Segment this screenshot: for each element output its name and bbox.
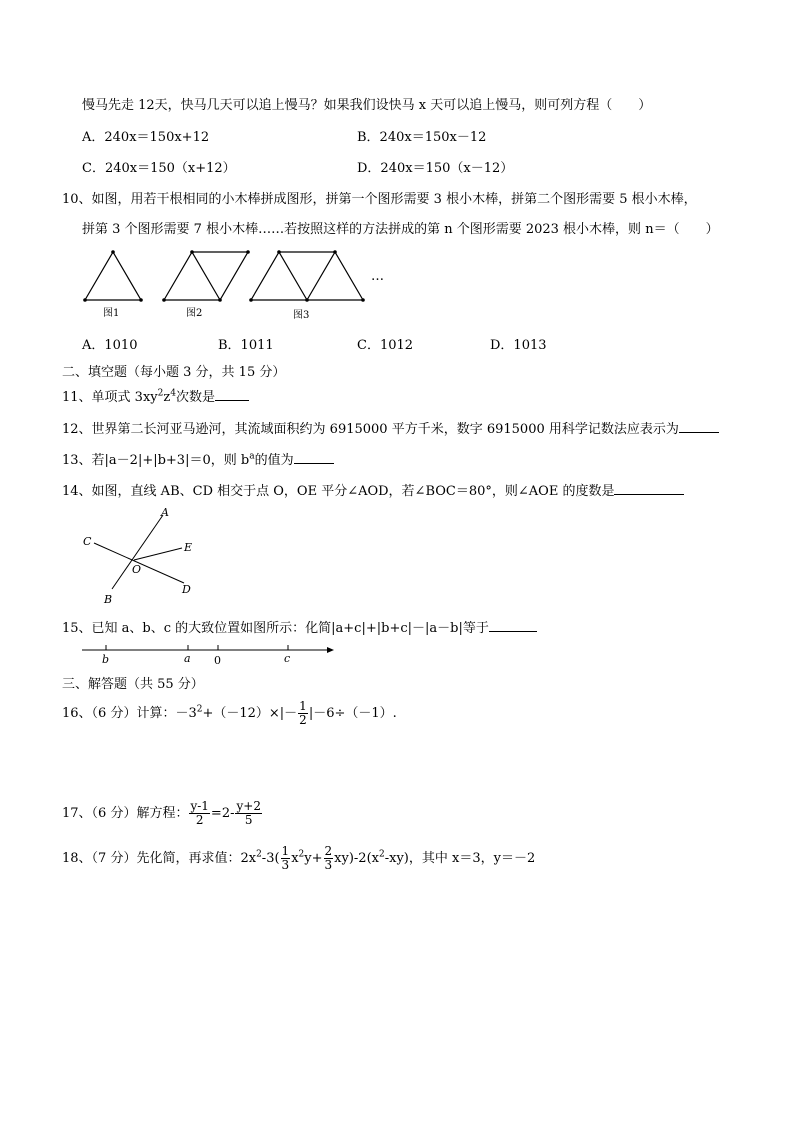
q10-line2: 拼第 3 个图形需要 7 根小木棒……若按照这样的方法拼成的第 n 个图形需要 2023 根小木棒，则 n＝（ ） bbox=[82, 222, 719, 237]
label-c: C bbox=[83, 535, 92, 548]
fig3-shape bbox=[251, 252, 363, 300]
q15 bbox=[62, 617, 537, 636]
axis-a: a bbox=[184, 652, 191, 665]
axis-b: b bbox=[102, 653, 110, 666]
q10-option-b: B．1011 bbox=[218, 338, 274, 353]
q16-frac-den: 2 bbox=[299, 713, 307, 727]
fig1-triangle bbox=[85, 252, 141, 300]
q18-frac2-den: 3 bbox=[324, 858, 333, 872]
q18-expr-c: x bbox=[291, 851, 299, 866]
q16-sup: 2 bbox=[196, 704, 203, 715]
q17-frac2-num: y+2 bbox=[236, 799, 261, 813]
axis-c: c bbox=[284, 652, 291, 665]
q18-frac1-num: 1 bbox=[281, 844, 290, 858]
q9-option-c: C．240x＝150（x+12） bbox=[82, 161, 236, 176]
q18-condition: ，其中 x＝3，y＝－2 bbox=[408, 851, 536, 866]
q18-fraction1 bbox=[281, 845, 291, 872]
q10-line1: 10、如图，用若干根相同的小木棒拼成图形，拼第一个图形需要 3 根小木棒，拼第二个图形需要 5 根小木棒， bbox=[62, 192, 697, 207]
q12-blank[interactable] bbox=[679, 420, 719, 433]
label-a: A bbox=[161, 506, 169, 519]
q18-prefix: 18、（7 分）先化简，再求值： bbox=[62, 851, 241, 866]
q16-mid: +（－12）×|－ bbox=[202, 706, 298, 721]
q18-expr-f: -xy) bbox=[384, 851, 409, 866]
q18-expr-d: y+ bbox=[304, 851, 323, 866]
q17-frac1-den: 2 bbox=[195, 813, 204, 827]
q18-expr-a: 2x bbox=[240, 851, 257, 866]
label-d: D bbox=[182, 583, 191, 596]
q18 bbox=[62, 845, 535, 872]
q14-text: 14、如图，直线 AB、CD 相交于点 O，OE 平分∠AOD，若∠BOC＝80°，则∠AOE 的度数是 bbox=[62, 484, 615, 499]
q16-frac-num: 1 bbox=[299, 699, 307, 713]
fig2-label: 图2 bbox=[186, 308, 203, 319]
q9-stem: 慢马先走 12天，快马几天可以追上慢马？如果我们设快马 x 天可以追上慢马，则可列方程（ ） bbox=[82, 98, 652, 113]
q9-option-a: A．240x＝150x+12 bbox=[82, 130, 210, 145]
fig1-label: 图1 bbox=[103, 308, 120, 319]
q18-sup-a: 2 bbox=[256, 849, 262, 860]
q16-suffix: |－6÷（－1）. bbox=[308, 706, 397, 721]
q12-text: 12、世界第二长河亚马逊河，其流域面积约为 6915000 平方千米，数字 6915000 用科学记数法应表示为 bbox=[62, 422, 679, 437]
q17-prefix: 17、（6 分）解方程： bbox=[62, 806, 189, 821]
fig3-label: 图3 bbox=[293, 310, 310, 321]
q14-blank[interactable] bbox=[614, 482, 684, 495]
section3-title: 三、解答题（共 55 分） bbox=[62, 677, 204, 692]
q12 bbox=[62, 418, 719, 437]
section2-title: 二、填空题（每小题 3 分，共 15 分） bbox=[62, 365, 286, 380]
q11-sup2: 4 bbox=[170, 388, 176, 399]
q11-mid: z bbox=[163, 390, 171, 405]
label-b: B bbox=[104, 593, 113, 606]
q10-option-d: D．1013 bbox=[490, 338, 547, 353]
q18-sup-c: 2 bbox=[298, 849, 305, 860]
q10-figure bbox=[75, 246, 395, 326]
q11-blank[interactable] bbox=[215, 388, 249, 401]
q18-frac1-den: 3 bbox=[281, 858, 290, 872]
q11-text-after: 次数是 bbox=[175, 390, 215, 405]
q17-fraction1 bbox=[189, 800, 209, 827]
q17-frac2-den: 5 bbox=[244, 813, 253, 827]
q18-expr-b: -3( bbox=[261, 851, 280, 866]
label-e: E bbox=[184, 541, 193, 554]
q11-sup1: 2 bbox=[157, 388, 164, 399]
q18-frac2-num: 2 bbox=[324, 844, 333, 858]
q15-number-line bbox=[78, 640, 340, 668]
q9-option-b: B．240x＝150x－12 bbox=[357, 130, 487, 145]
q13-sup: a bbox=[249, 451, 255, 462]
q18-sup-e: 2 bbox=[378, 849, 385, 860]
q16 bbox=[62, 700, 397, 727]
q10-option-a: A．1010 bbox=[82, 338, 138, 353]
q18-fraction2 bbox=[324, 845, 334, 872]
q13-text-before: 13、若|a－2|+|b+3|＝0，则 b bbox=[62, 453, 250, 468]
axis-zero: 0 bbox=[214, 654, 221, 667]
q13-blank[interactable] bbox=[294, 451, 334, 464]
q11-text-before: 11、单项式 3xy bbox=[62, 390, 158, 405]
label-o: O bbox=[132, 563, 142, 576]
q17-mid: =2- bbox=[210, 806, 235, 821]
q17-frac1-num: y-1 bbox=[190, 799, 209, 813]
q18-expr-e: xy)-2(x bbox=[334, 851, 379, 866]
fig-ellipsis: … bbox=[371, 269, 384, 284]
q11 bbox=[62, 386, 249, 405]
q17-fraction2 bbox=[235, 800, 261, 827]
q15-text: 15、已知 a、b、c 的大致位置如图所示：化简|a+c|+|b+c|－|a－b|等于 bbox=[62, 621, 489, 636]
q16-prefix: 16、（6 分）计算：－3 bbox=[62, 706, 197, 721]
q17 bbox=[62, 800, 263, 827]
q16-fraction bbox=[298, 700, 308, 727]
q13 bbox=[62, 449, 334, 468]
q14-figure bbox=[78, 503, 208, 607]
q14 bbox=[62, 480, 684, 499]
q9-option-d: D．240x＝150（x－12） bbox=[357, 161, 514, 176]
line-ab bbox=[112, 515, 163, 589]
q13-text-after: 的值为 bbox=[254, 453, 294, 468]
q15-blank[interactable] bbox=[489, 619, 537, 632]
ray-oe bbox=[134, 548, 182, 560]
q10-option-c: C．1012 bbox=[357, 338, 414, 353]
